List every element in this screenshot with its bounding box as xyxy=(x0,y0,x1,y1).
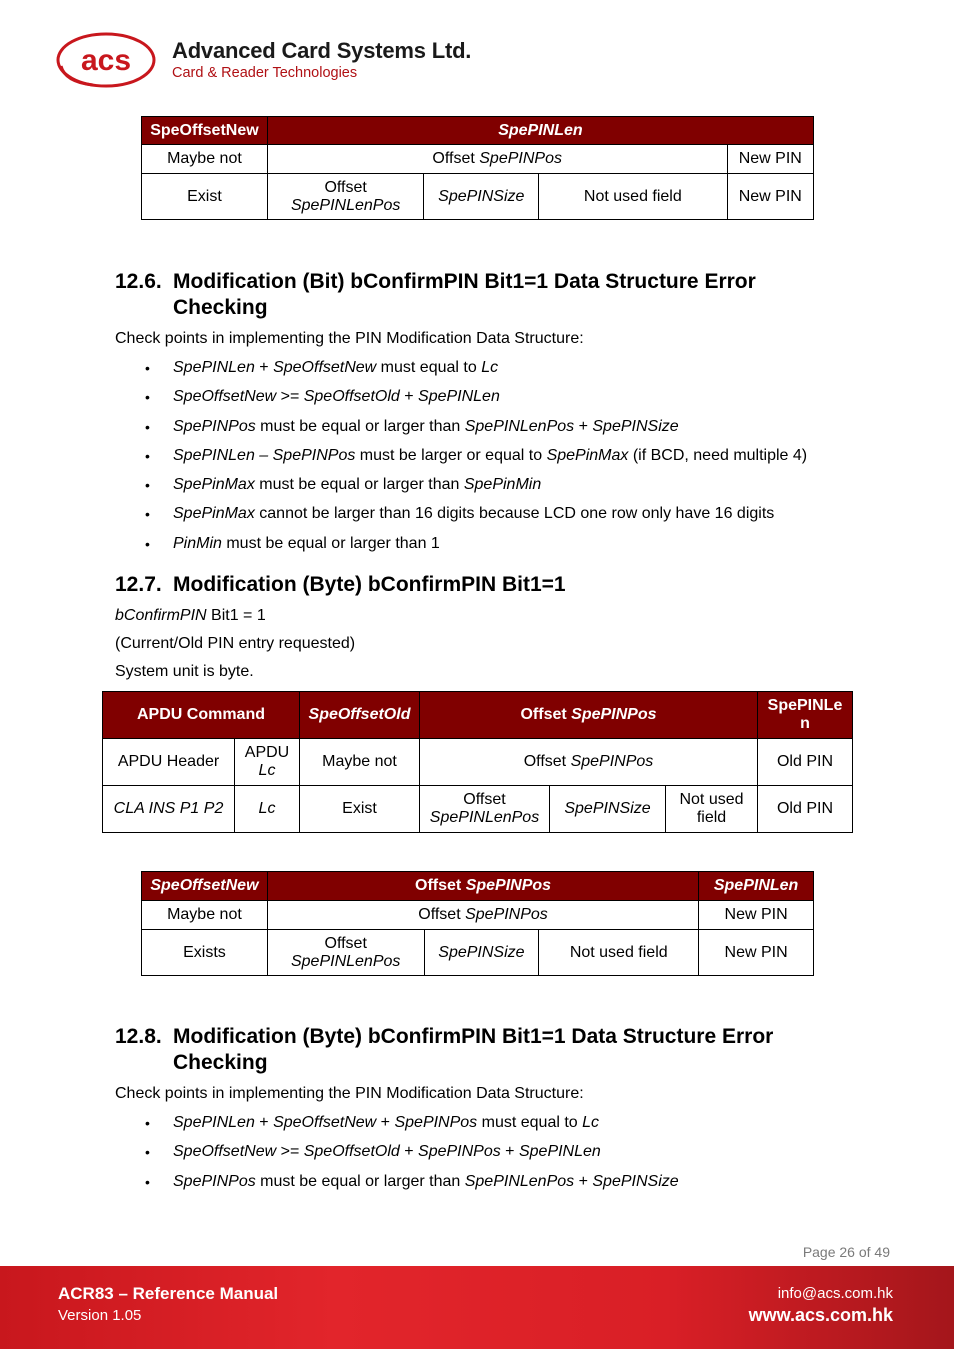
table-cell: SpePINSize xyxy=(424,930,539,976)
table-header-row xyxy=(103,692,853,739)
table-cell: CLA INS P1 P2 xyxy=(103,786,235,833)
paragraph: Check points in implementing the PIN Modification Data Structure: xyxy=(115,1085,584,1102)
col-header: Offset SpePINPos xyxy=(267,872,698,901)
table-cell: Not used field xyxy=(666,786,758,833)
col-header: APDU Command xyxy=(103,692,300,739)
table-cell: Offset SpePINLenPos xyxy=(267,930,424,976)
list-item: • SpePINLen + SpeOffsetNew must equal to Lc xyxy=(115,358,807,387)
col-header: SpeOffsetNew xyxy=(142,117,268,145)
table-speoffsetnew-bit xyxy=(141,116,814,220)
checkpoint-list xyxy=(115,358,807,563)
table-cell: SpePINSize xyxy=(424,174,539,220)
col-header: SpeOffsetOld xyxy=(300,692,420,739)
page-number: Page 26 of 49 xyxy=(802,1244,890,1260)
paragraph: System unit is byte. xyxy=(115,663,254,680)
table-cell: Not used field xyxy=(539,930,699,976)
table-cell: New PIN xyxy=(727,145,813,174)
list-item: • SpePINPos must be equal or larger than SpePINLenPos + SpePINSize xyxy=(115,1172,679,1201)
section-heading-12-8: 12.8. Modification (Byte) bConfirmPIN Bit1=1 Data Structure Error Checking xyxy=(115,1025,774,1074)
table-cell: APDU Header xyxy=(103,739,235,786)
col-header: SpeOffsetNew xyxy=(142,872,268,901)
table-cell: Offset SpePINPos xyxy=(420,739,758,786)
table-cell: Offset SpePINPos xyxy=(267,145,727,174)
footer-title: ACR83 – Reference Manual xyxy=(58,1284,279,1303)
table-cell: Old PIN xyxy=(758,786,853,833)
table-header-row xyxy=(142,872,814,901)
col-header: Offset SpePINPos xyxy=(420,692,758,739)
table-row xyxy=(103,739,853,786)
checkpoint-list xyxy=(115,1113,679,1201)
table-cell: Maybe not xyxy=(142,901,268,930)
col-header: SpePINLen xyxy=(699,872,814,901)
paragraph: Check points in implementing the PIN Modification Data Structure: xyxy=(115,330,584,347)
table-cell: Old PIN xyxy=(758,739,853,786)
footer-email[interactable]: info@acs.com.hk xyxy=(777,1285,893,1302)
table-cell: Maybe not xyxy=(300,739,420,786)
table-cell: Maybe not xyxy=(142,145,268,174)
table-cell: Lc xyxy=(235,786,300,833)
table-cell: New PIN xyxy=(699,930,814,976)
col-header: SpePINLen xyxy=(267,117,813,145)
company-logo xyxy=(55,30,475,96)
list-item: • SpePINLen + SpeOffsetNew + SpePINPos must equal to Lc xyxy=(115,1113,679,1142)
company-tagline: Card & Reader Technologies xyxy=(172,65,358,81)
list-item: • SpePINPos must be equal or larger than SpePINLenPos + SpePINSize xyxy=(115,417,807,446)
table-cell: Offset SpePINLenPos xyxy=(420,786,550,833)
table-cell: New PIN xyxy=(699,901,814,930)
table-cell: Offset SpePINLenPos xyxy=(267,174,424,220)
table-row xyxy=(142,145,814,174)
paragraph: bConfirmPIN Bit1 = 1 xyxy=(115,607,266,624)
logo-text: acs xyxy=(80,44,132,77)
list-item: • SpePINLen – SpePINPos must be larger or equal to SpePinMax (if BCD, need multiple 4) xyxy=(115,446,807,475)
section-heading-12-7: 12.7. Modification (Byte) bConfirmPIN Bit1=1 xyxy=(115,573,566,596)
col-header: SpePINLe n xyxy=(758,692,853,739)
table-cell: APDU Lc xyxy=(235,739,300,786)
list-item: • SpeOffsetNew >= SpeOffsetOld + SpePINLen xyxy=(115,387,807,416)
table-row xyxy=(103,786,853,833)
section-heading-12-6: 12.6. Modification (Bit) bConfirmPIN Bit1=1 Data Structure Error Checking xyxy=(115,270,756,319)
paragraph: (Current/Old PIN entry requested) xyxy=(115,635,356,652)
table-cell: SpePINSize xyxy=(550,786,666,833)
footer-website[interactable]: www.acs.com.hk xyxy=(748,1305,893,1325)
table-cell: Exist xyxy=(142,174,268,220)
page-footer xyxy=(0,1266,954,1349)
list-item: • SpePinMax must be equal or larger than SpePinMin xyxy=(115,475,807,504)
company-name: Advanced Card Systems Ltd. xyxy=(172,38,472,63)
list-item: • PinMin must be equal or larger than 1 xyxy=(115,534,807,563)
footer-version: Version 1.05 xyxy=(58,1307,142,1324)
table-cell: New PIN xyxy=(727,174,813,220)
acs-logo-icon xyxy=(55,30,157,90)
table-header-row xyxy=(142,117,814,145)
table-speoffsetnew-byte xyxy=(141,871,814,976)
table-apdu-command xyxy=(102,691,853,833)
table-cell: Exists xyxy=(142,930,268,976)
table-cell: Not used field xyxy=(539,174,727,220)
table-row xyxy=(142,930,814,976)
table-cell: Offset SpePINPos xyxy=(267,901,698,930)
list-item: • SpePinMax cannot be larger than 16 digits because LCD one row only have 16 digits xyxy=(115,504,807,533)
table-row xyxy=(142,174,814,220)
table-cell: Exist xyxy=(300,786,420,833)
list-item: • SpeOffsetNew >= SpeOffsetOld + SpePINPos + SpePINLen xyxy=(115,1142,679,1171)
table-row xyxy=(142,901,814,930)
